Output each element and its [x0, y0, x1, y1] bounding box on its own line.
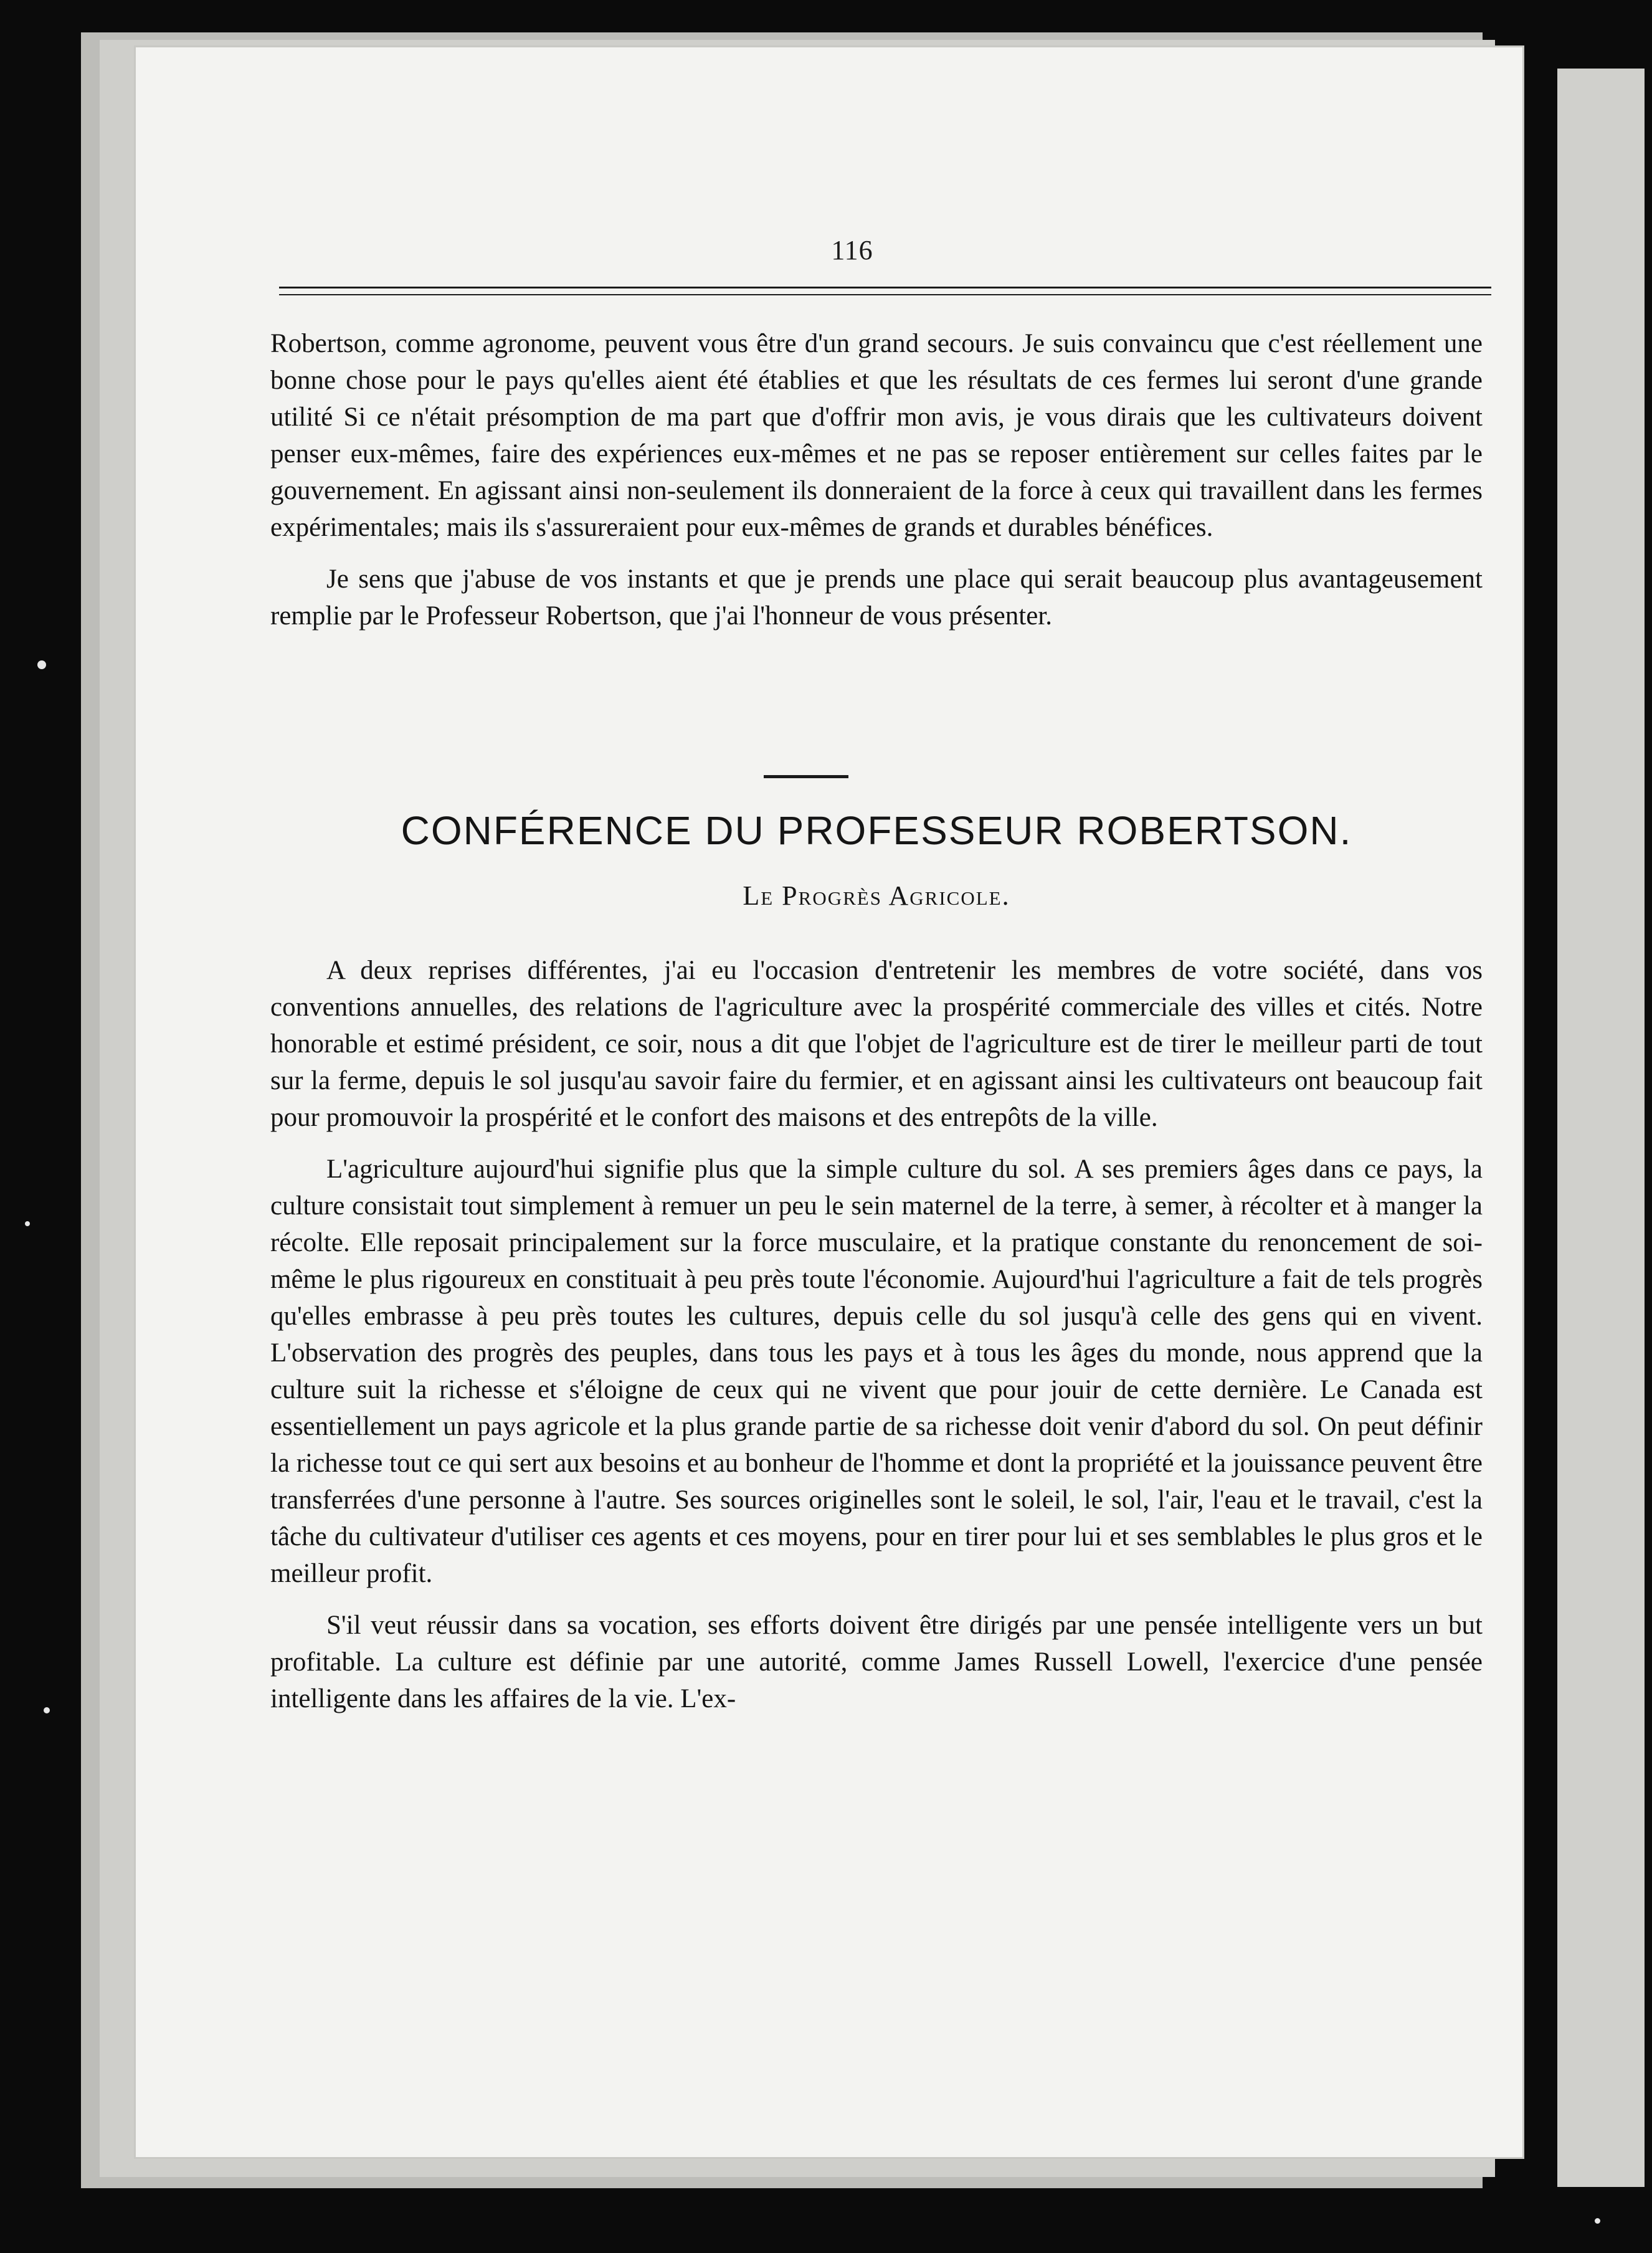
header-rule-top	[279, 287, 1491, 288]
paragraph-body-2: L'agriculture aujourd'hui signifie plus que la simple culture du sol. A ses premiers âges dans ce pays, la culture consistait tout simplement à remuer un peu le sein maternel de la terre, à semer, à récolter et à manger la récolte. Elle reposait principalement sur la force musculaire, et la pratique constante du renoncement de soi-même le plus rigoureux en constituait à peu près toute l'économie. Aujourd'hui l'agriculture a fait de tels progrès qu'elles embrasse à peu près toutes les cultures, depuis celle du sol jusqu'à celle des gens qui en vivent. L'observation des progrès des peuples, dans tous les pays et à tous les âges du monde, nous apprend que la culture suit la richesse et s'éloigne de ceux qui ne vivent que pour jouir de cette dernière. Le Canada est essentiellement un pays agricole et la plus grande partie de sa richesse doit venir d'abord du sol. On peut définir la richesse tout ce qui sert aux besoins et au bonheur de l'homme et dont la propriété et la jouissance peuvent être transferrées d'une personne à l'autre. Ses sources originelles sont le soleil, le sol, l'air, l'eau et le travail, c'est la tâche du cultivateur d'utiliser ces agents et ces moyens, pour en tirer pour lui et ses semblables le plus gros et le meilleur profit.	[270, 1155, 1483, 1588]
section-title: CONFÉRENCE DU PROFESSEUR ROBERTSON.	[401, 808, 1352, 853]
paragraph-body-1: A deux reprises différentes, j'ai eu l'occasion d'entretenir les membres de votre société, dans vos conventions annuelles, des relations de l'agriculture avec la prospérité commerciale des villes et cités. Notre honorable et estimé président, ce soir, nous a dit que l'objet de l'agriculture est de tirer le meilleur parti de tout sur la ferme, depuis le sol jusqu'au savoir faire du fermier, et en agissant ainsi les cultivateurs ont beaucoup fait pour promouvoir la prospérité et le confort des maisons et des entrepôts de la ville.	[270, 956, 1483, 1132]
document-page	[136, 47, 1522, 2157]
film-speck	[25, 1221, 30, 1226]
paragraph-body-3: S'il veut réussir dans sa vocation, ses efforts doivent être dirigés par une pensée intelligente vers un but profitable. La culture est définie par une autorité, comme James Russell Lowell, l'exercice d'une pensée intelligente dans les affaires de la vie. L'ex-	[270, 1611, 1483, 1713]
header-rule-bottom	[279, 294, 1491, 295]
paragraph-intro-1: Robertson, comme agronome, peuvent vous être d'un grand secours. Je suis convaincu que c'est réellement une bonne chose pour le pays qu'elles aient été établies et que les résultats de ces fermes lui seront d'une grande utilité Si ce n'était présomption de ma part que d'offrir mon avis, je vous dirais que les cultivateurs doivent penser eux-mêmes, faire des expériences eux-mêmes et ne pas se reposer entièrement sur celles faites par le gouvernement. En agissant ainsi non-seulement ils donneraient de la force à ceux qui travaillent dans les fermes expérimentales; mais ils s'assureraient pour eux-mêmes de grands et durables bénéfices.	[270, 329, 1483, 542]
page-edge-right	[1557, 69, 1645, 2187]
film-speck	[37, 660, 46, 669]
paragraph-intro-2: Je sens que j'abuse de vos instants et que je prends une place qui serait beaucoup plus avantageusement remplie par le Professeur Robertson, que j'ai l'honneur de vous présenter.	[270, 564, 1483, 631]
page-number: 116	[831, 235, 873, 265]
body-text	[270, 952, 1483, 1732]
section-subtitle: Le Progrès Agricole.	[743, 880, 1010, 911]
film-speck	[44, 1707, 50, 1713]
section-separator	[764, 775, 848, 778]
film-speck	[1595, 2218, 1600, 2224]
intro-text	[270, 325, 1483, 649]
